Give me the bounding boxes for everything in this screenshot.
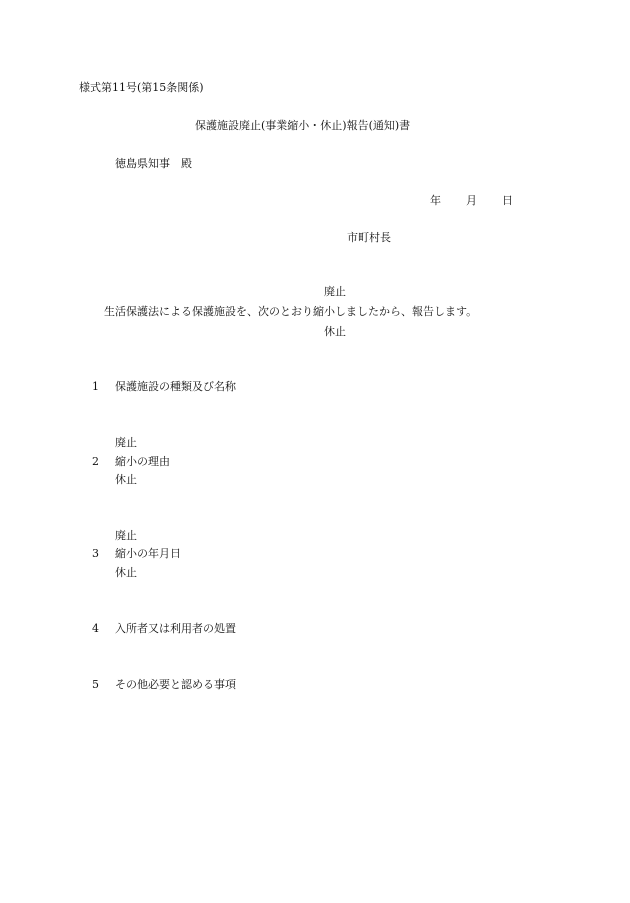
intro-text: 生活保護法による保護施設を、次のとおり縮小しましたから、報告します。 [104,305,478,318]
item-5-number: 5 [92,678,99,691]
addressee: 徳島県知事 殿 [115,157,192,170]
form-number: 様式第11号(第15条関係) [79,81,204,94]
item-3-option-abolition: 廃止 [115,529,137,542]
item-2-number: 2 [92,455,99,468]
item-1-label: 保護施設の種類及び名称 [115,380,236,393]
item-4-number: 4 [92,622,99,635]
sender-mayor: 市町村長 [347,231,391,244]
item-4-label: 入所者又は利用者の処置 [115,622,236,635]
item-3-option-suspension: 休止 [115,566,137,579]
date-year-label: 年 [430,194,441,207]
item-2-label: 縮小の理由 [115,455,170,468]
item-2-option-suspension: 休止 [115,473,137,486]
item-1-number: 1 [92,380,99,393]
date-day-label: 日 [502,194,513,207]
document-title: 保護施設廃止(事業縮小・休止)報告(通知)書 [195,119,411,132]
item-3-label: 縮小の年月日 [115,547,181,560]
item-5-label: その他必要と認める事項 [115,678,236,691]
date-month-label: 月 [466,194,477,207]
item-3-number: 3 [92,547,99,560]
intro-option-suspension: 休止 [324,325,346,338]
intro-option-abolition: 廃止 [324,285,346,298]
item-2-option-abolition: 廃止 [115,436,137,449]
